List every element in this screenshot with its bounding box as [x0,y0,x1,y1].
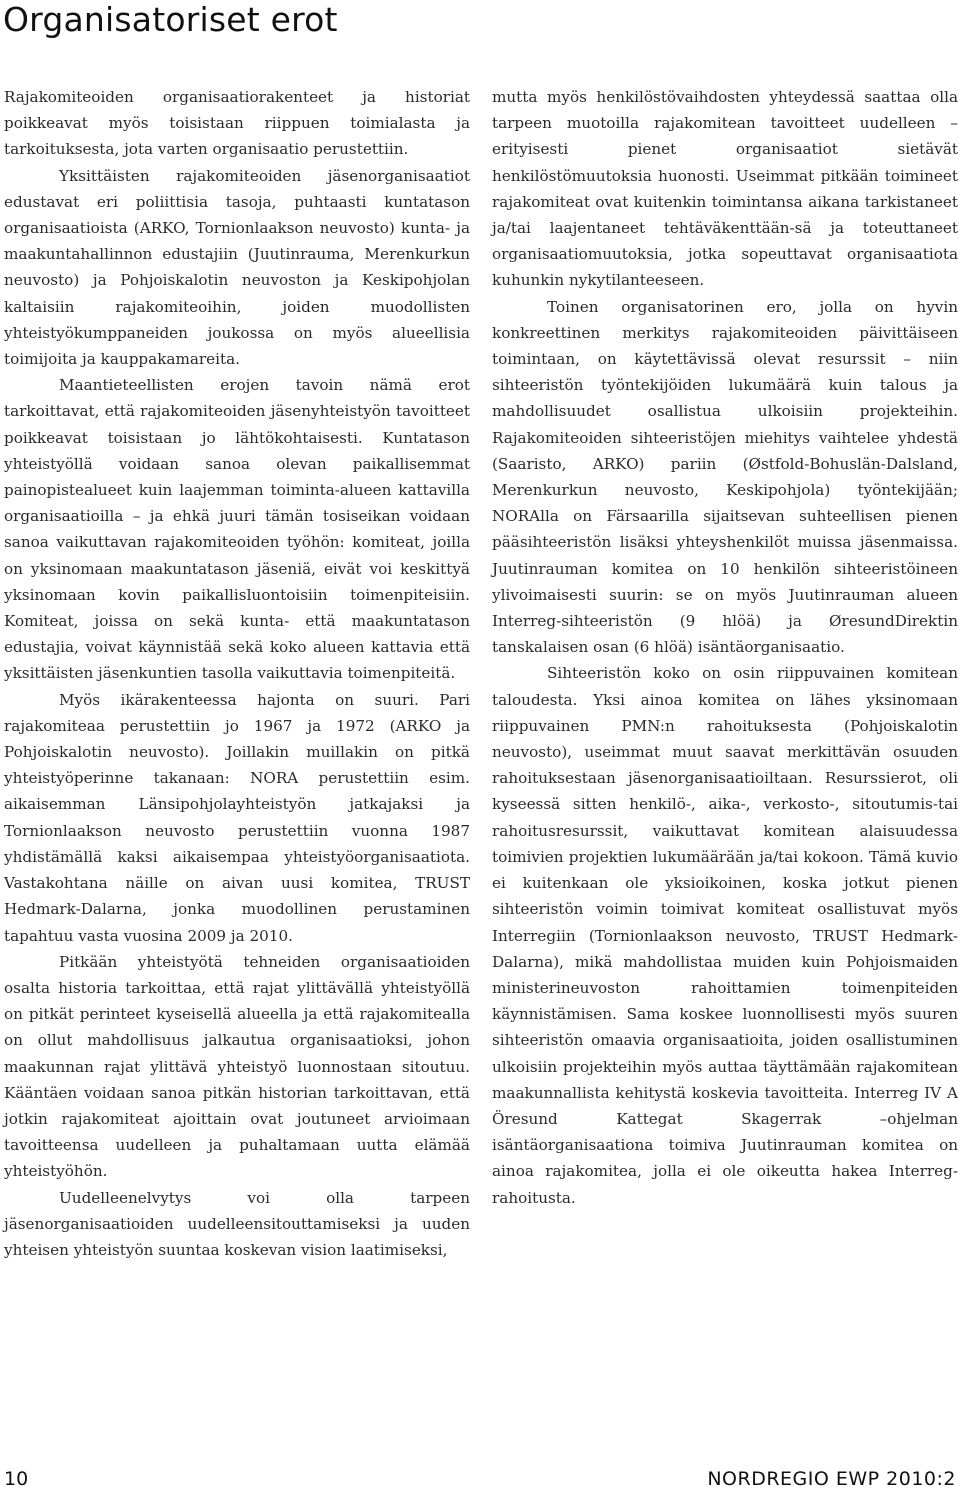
page-title: Organisatoriset erot [3,0,338,39]
paragraph: Maantieteellisten erojen tavoin nämä erot tarkoittavat, että rajakomiteoiden jäsenyhteistyön tavoitteet poikkeavat toisistaan jo lähtökohtaisesti. Kuntatason yhteistyöllä voidaan sanoa olevan paikallisemmat painopistealueet kuin laajemman toiminta-alueen kattavilla organisaatioilla – ja ehkä juuri tämän tosiseikan voidaan sanoa vaikuttavan rajakomiteoiden työhön: komiteat, joilla on yksinomaan maakuntatason jäseniä, eivät voi keskittyä yksinomaan kovin paikallisluontoisiin toimenpiteisiin. Komiteat, joissa on sekä kunta- että maakuntatason edustajia, voivat käynnistää sekä koko alueen kattavia että yksittäisten jäsenkuntien tasolla vaikuttavia toimenpiteitä. [4,376,470,683]
page-number: 10 [4,1468,29,1490]
paragraph: Uudelleenelvytys voi olla tarpeen jäsenorganisaatioiden uudelleensitouttamiseksi ja uuden yhteisen yhteistyön suuntaa koskevan vision laatimiseksi, [4,1188,470,1259]
paragraph: Rajakomiteoiden organisaatiorakenteet ja historiat poikkeavat myös toisistaan riippuen toimialasta ja tarkoituksesta, jota varten organisaatio perustettiin. [4,88,470,159]
paragraph: Sihteeristön koko on osin riippuvainen komitean taloudesta. Yksi ainoa komitea on lähes yksinomaan riippuvainen PMN:n rahoituksesta (Pohjoiskalotin neuvosto), useimmat muut saavat merkittävän osuuden rahoituksestaan jäsenorganisaatioiltaan. Resurssierot, oli kyseessä sitten henkilö-, aika-, verkosto-, sitoutumis-tai rahoitusresurssit, vaikuttavat komitean alaisuudessa toimivien projektien lukumäärään ja/tai kokoon. Tämä kuvio ei kuitenkaan ole yksioikoinen, koska jotkut pienen sihteeristön voimin toimivat komiteat osallistuvat myös Interregiin (Tornionlaakson neuvosto, TRUST Hedmark-Dalarna), mikä mahdollistaa muiden kuin Pohjoismaiden ministerineuvoston rahoittamien toimenpiteiden käynnistämisen. Sama koskee luonnollisesti myös suuren sihteeristön omaavia organisaatioita, joiden osallistuminen ulkoisiin projekteihin myös auttaa täyttämään rajakomitean maakunnallista kehitystä koskevia tavoitteita. Interreg IV A Öresund Kattegat Skagerrak –ohjelman isäntäorganisaationa toimiva Juutinrauman komitea on ainoa rajakomitea, jolla ei ole oikeutta hakea Interreg-rahoitusta. [492,664,958,1207]
paragraph: Yksittäisten rajakomiteoiden jäsenorganisaatiot edustavat eri poliittisia tasoja, puhtaasti kuntatason organisaatioista (ARKO, Tornionlaakson neuvosto) kunta- ja maakuntahallinnon edustajiin (Juutinrauma, Merenkurkun neuvosto) ja Pohjoiskalotin neuvoston ja Keskipohjolan kaltaisiin rajakomiteoihin, joiden muodollisten yhteistyökumppaneiden joukossa on myös alueellisia toimijoita ja kauppakamareita. [4,166,470,369]
right-text-column [492,84,958,1211]
paragraph: Pitkään yhteistyötä tehneiden organisaatioiden osalta historia tarkoittaa, että rajat ylittävällä yhteistyöllä on pitkät perinteet kyseisellä alueella ja että rajakomitealla on ollut mahdollisuus jalkautua organisaatioksi, johon maakunnan rajat ylittävä yhteistyö luonnostaan sitoutuu. Kääntäen voidaan sanoa pitkän historian tarkoittavan, että jotkin rajakomiteat ajoittain ovat joutuneet arvioimaan tavoitteensa uudelleen ja puhaltamaan uutta elämää yhteistyöhön. [4,952,470,1181]
left-text-column [4,84,470,1263]
paragraph: Myös ikärakenteessa hajonta on suuri. Pari rajakomiteaa perustettiin jo 1967 ja 1972 (ARKO ja Pohjoiskalotin neuvosto). Joillakin muillakin on pitkä yhteistyöperinne takanaan: NORA perustettiin esim. aikaisemman Länsipohjolayhteistyön jatkajaksi ja Tornionlaakson neuvosto perustettiin vuonna 1987 yhdistämällä kaksi aikaisempaa yhteistyöorganisaatiota. Vastakohtana näille on aivan uusi komitea, TRUST Hedmark-Dalarna, jonka muodollinen perustaminen tapahtuu vasta vuosina 2009 ja 2010. [4,690,470,945]
publication-label: NORDREGIO EWP 2010:2 [707,1468,956,1490]
paragraph: mutta myös henkilöstövaihdosten yhteydessä saattaa olla tarpeen muotoilla rajakomitean tavoitteet uudelleen – erityisesti pienet organisaatiot sietävät henkilöstömuutoksia huonosti. Useimmat pitkään toimineet rajakomiteat ovat kuitenkin toimintansa aikana tarkistaneet ja/tai laajentaneet tehtäväkenttään-sä ja toteuttaneet organisaatiomuutoksia, jotka sopeuttavat organisaatiota kuhunkin nykytilanteeseen. [492,88,958,290]
paragraph: Toinen organisatorinen ero, jolla on hyvin konkreettinen merkitys rajakomiteoiden päivittäiseen toimintaan, on käytettävissä olevat resurssit – niin sihteeristön työntekijöiden lukumäärä kuin talous ja mahdollisuudet osallistua ulkoisiin projekteihin. Rajakomiteoiden sihteeristöjen miehitys vaihtelee yhdestä (Saaristo, ARKO) pariin (Østfold-Bohuslän-Dalsland, Merenkurkun neuvosto, Keskipohjola) työntekijään; NORAlla on Färsaarilla sijaitsevan suhteellisen pienen pääsihteeristön lisäksi yhteyshenkilöt muissa jäsenmaissa. Juutinrauman komitea on 10 henkilön sihteeristöineen ylivoimaisesti suurin: se on myös Juutinrauman alueen Interreg-sihteeristön (9 hlöä) ja ØresundDirektin tanskalaisen osan (6 hlöä) isäntäorganisaatio. [492,297,958,657]
